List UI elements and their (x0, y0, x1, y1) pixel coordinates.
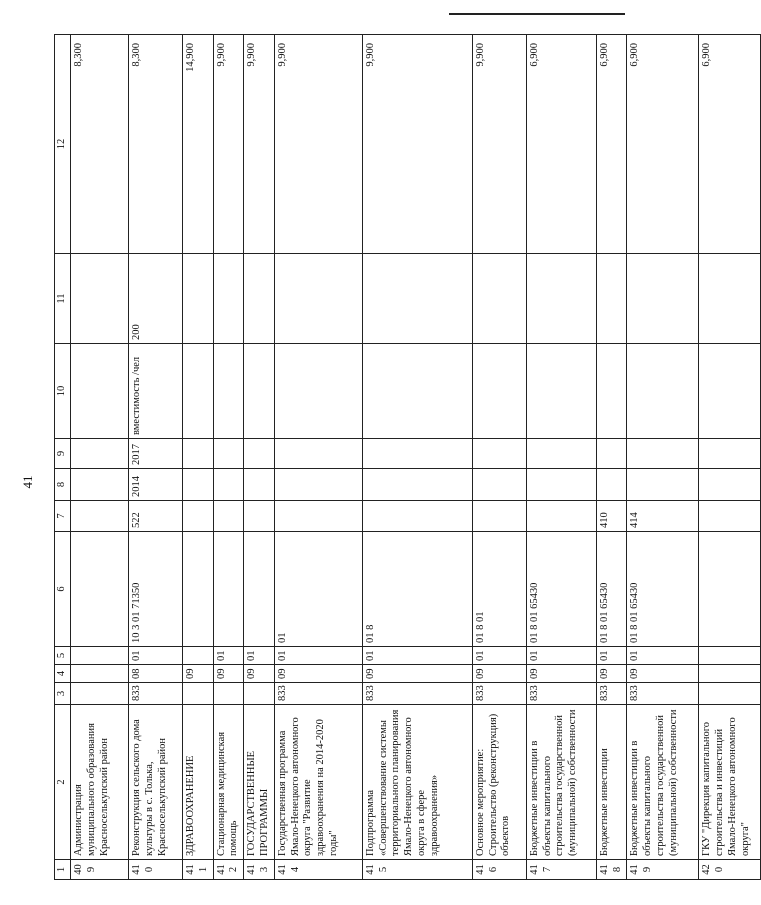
table-row (183, 35, 214, 880)
ministry-code-cell: 833 (526, 683, 596, 705)
end-year-cell (183, 439, 214, 469)
amount-cell: 9,900 (213, 35, 244, 254)
row-number-cell: 417 (526, 860, 596, 880)
subsection-code-cell: 01 (244, 647, 275, 665)
table-row (526, 35, 596, 880)
target-article-cell: 01 8 01 65430 (526, 532, 596, 647)
capacity-unit-cell (472, 344, 526, 439)
column-number-row (55, 35, 71, 880)
target-article-cell: 01 (274, 532, 362, 647)
section-code-cell: 09 (472, 665, 526, 683)
amount-cell: 6,900 (699, 35, 761, 254)
item-name-cell: Государственная программа Ямало-Ненецкого автономного округа "Развитие здравоохранения на 2014-2020 годы" (274, 705, 362, 860)
table-row (362, 35, 472, 880)
start-year-cell: 2014 (129, 469, 183, 501)
column-header: 3 (55, 683, 71, 705)
capacity-value-cell (71, 254, 129, 344)
subsection-code-cell: 01 (274, 647, 362, 665)
start-year-cell (71, 469, 129, 501)
capacity-value-cell (213, 254, 244, 344)
expense-type-cell (71, 501, 129, 532)
capacity-value-cell (699, 254, 761, 344)
capacity-unit-cell (627, 344, 699, 439)
item-name-cell: Подпрограмма «Совершенствование системы территориального планирования Ямало-Ненецкого автономного округа в сфере здравоохранения» (362, 705, 472, 860)
row-number-cell: 409 (71, 860, 129, 880)
subsection-code-cell: 01 (472, 647, 526, 665)
end-year-cell (213, 439, 244, 469)
column-header: 11 (55, 254, 71, 344)
subsection-code-cell: 01 (526, 647, 596, 665)
end-year-cell (71, 439, 129, 469)
table-row (627, 35, 699, 880)
column-header: 6 (55, 532, 71, 647)
column-header: 8 (55, 469, 71, 501)
start-year-cell (526, 469, 596, 501)
table-row (71, 35, 129, 880)
expense-type-cell (274, 501, 362, 532)
table-row (213, 35, 244, 880)
target-article-cell: 01 8 01 65430 (627, 532, 699, 647)
target-article-cell (183, 532, 214, 647)
capacity-unit-cell (362, 344, 472, 439)
start-year-cell (213, 469, 244, 501)
column-header: 2 (55, 705, 71, 860)
table-row (596, 35, 627, 880)
start-year-cell (244, 469, 275, 501)
item-name-cell: ГОСУДАРСТВЕННЫЕ ПРОГРАММЫ (244, 705, 275, 860)
target-article-cell (71, 532, 129, 647)
expense-type-cell (699, 501, 761, 532)
item-name-cell: Бюджетные инвестиции в объекты капитального строительства государственной (муниципальной) собственности (627, 705, 699, 860)
capacity-value-cell (596, 254, 627, 344)
row-number-cell: 411 (183, 860, 214, 880)
start-year-cell (472, 469, 526, 501)
start-year-cell (362, 469, 472, 501)
subsection-code-cell: 01 (213, 647, 244, 665)
capacity-unit-cell (526, 344, 596, 439)
ministry-code-cell (244, 683, 275, 705)
column-header: 9 (55, 439, 71, 469)
start-year-cell (627, 469, 699, 501)
column-header: 10 (55, 344, 71, 439)
capacity-unit-cell (213, 344, 244, 439)
target-article-cell: 01 8 (362, 532, 472, 647)
subsection-code-cell: 01 (129, 647, 183, 665)
end-year-cell (627, 439, 699, 469)
end-year-cell (362, 439, 472, 469)
rotated-page (20, 35, 751, 880)
ministry-code-cell: 833 (362, 683, 472, 705)
target-article-cell: 01 8 01 65430 (596, 532, 627, 647)
budget-table (54, 34, 761, 880)
amount-cell: 6,900 (627, 35, 699, 254)
subsection-code-cell (699, 647, 761, 665)
start-year-cell (274, 469, 362, 501)
section-code-cell: 09 (274, 665, 362, 683)
expense-type-cell (183, 501, 214, 532)
subsection-code-cell: 01 (596, 647, 627, 665)
expense-type-cell: 522 (129, 501, 183, 532)
column-header: 7 (55, 501, 71, 532)
row-number-cell: 416 (472, 860, 526, 880)
row-number-cell: 419 (627, 860, 699, 880)
end-year-cell (472, 439, 526, 469)
expense-type-cell (472, 501, 526, 532)
capacity-value-cell (183, 254, 214, 344)
amount-cell: 6,900 (596, 35, 627, 254)
end-year-cell (274, 439, 362, 469)
section-code-cell: 09 (244, 665, 275, 683)
table-row (472, 35, 526, 880)
amount-cell: 14,900 (183, 35, 214, 254)
item-name-cell: ГКУ "Дирекция капитального строительства и инвестиций Ямало-Ненецкого автономного округа" (699, 705, 761, 860)
capacity-unit-cell (596, 344, 627, 439)
section-code-cell (699, 665, 761, 683)
table-row (129, 35, 183, 880)
capacity-value-cell (472, 254, 526, 344)
item-name-cell: Стационарная медицинская помощь (213, 705, 244, 860)
end-year-cell: 2017 (129, 439, 183, 469)
amount-cell: 9,900 (472, 35, 526, 254)
section-code-cell (71, 665, 129, 683)
row-number-cell: 418 (596, 860, 627, 880)
expense-type-cell (526, 501, 596, 532)
expense-type-cell (362, 501, 472, 532)
row-number-cell: 420 (699, 860, 761, 880)
expense-type-cell: 414 (627, 501, 699, 532)
section-code-cell: 09 (362, 665, 472, 683)
table-row (699, 35, 761, 880)
item-name-cell: Основное мероприятие: Строительство (реконструкция) объектов (472, 705, 526, 860)
row-number-cell: 410 (129, 860, 183, 880)
page-number: 41 (20, 475, 35, 489)
expense-type-cell: 410 (596, 501, 627, 532)
ministry-code-cell: 833 (274, 683, 362, 705)
amount-cell: 8,300 (129, 35, 183, 254)
section-code-cell: 09 (183, 665, 214, 683)
row-number-cell: 412 (213, 860, 244, 880)
subsection-code-cell (71, 647, 129, 665)
ministry-code-cell: 833 (129, 683, 183, 705)
start-year-cell (596, 469, 627, 501)
target-article-cell (699, 532, 761, 647)
section-code-cell: 09 (627, 665, 699, 683)
section-code-cell: 09 (596, 665, 627, 683)
section-code-cell: 08 (129, 665, 183, 683)
subsection-code-cell: 01 (627, 647, 699, 665)
start-year-cell (183, 469, 214, 501)
end-year-cell (526, 439, 596, 469)
amount-cell: 9,900 (244, 35, 275, 254)
row-number-cell: 414 (274, 860, 362, 880)
amount-cell: 9,900 (274, 35, 362, 254)
end-year-cell (244, 439, 275, 469)
capacity-unit-cell (71, 344, 129, 439)
subsection-code-cell: 01 (362, 647, 472, 665)
table-row (274, 35, 362, 880)
target-article-cell (244, 532, 275, 647)
target-article-cell: 01 8 01 (472, 532, 526, 647)
item-name-cell: Бюджетные инвестиции в объекты капитального строительства государственной (муниципальной) собственности (526, 705, 596, 860)
ministry-code-cell (699, 683, 761, 705)
ministry-code-cell (213, 683, 244, 705)
subsection-code-cell (183, 647, 214, 665)
capacity-unit-cell (699, 344, 761, 439)
target-article-cell: 10 3 01 71350 (129, 532, 183, 647)
section-code-cell: 09 (213, 665, 244, 683)
item-name-cell: Администрация муниципального образования Красноселькупский район (71, 705, 129, 860)
capacity-value-cell (362, 254, 472, 344)
expense-type-cell (213, 501, 244, 532)
start-year-cell (699, 469, 761, 501)
capacity-value-cell (244, 254, 275, 344)
end-year-cell (596, 439, 627, 469)
capacity-unit-cell (274, 344, 362, 439)
amount-cell: 8,300 (71, 35, 129, 254)
capacity-value-cell (274, 254, 362, 344)
item-name-cell: ЗДРАВООХРАНЕНИЕ (183, 705, 214, 860)
item-name-cell: Бюджетные инвестиции (596, 705, 627, 860)
item-name-cell: Реконструкция сельского дома культуры в с. Толька, Красноселькупский район (129, 705, 183, 860)
top-rule (449, 13, 625, 15)
capacity-value-cell: 200 (129, 254, 183, 344)
capacity-unit-cell (183, 344, 214, 439)
ministry-code-cell: 833 (596, 683, 627, 705)
end-year-cell (699, 439, 761, 469)
ministry-code-cell: 833 (472, 683, 526, 705)
ministry-code-cell: 833 (627, 683, 699, 705)
row-number-cell: 413 (244, 860, 275, 880)
ministry-code-cell (71, 683, 129, 705)
row-number-cell: 415 (362, 860, 472, 880)
amount-cell: 6,900 (526, 35, 596, 254)
expense-type-cell (244, 501, 275, 532)
capacity-unit-cell: вместимость /чел (129, 344, 183, 439)
column-header: 1 (55, 860, 71, 880)
column-header: 5 (55, 647, 71, 665)
column-header: 4 (55, 665, 71, 683)
amount-cell: 9,900 (362, 35, 472, 254)
section-code-cell: 09 (526, 665, 596, 683)
column-header: 12 (55, 35, 71, 254)
capacity-unit-cell (244, 344, 275, 439)
capacity-value-cell (526, 254, 596, 344)
ministry-code-cell (183, 683, 214, 705)
table-row (244, 35, 275, 880)
capacity-value-cell (627, 254, 699, 344)
target-article-cell (213, 532, 244, 647)
